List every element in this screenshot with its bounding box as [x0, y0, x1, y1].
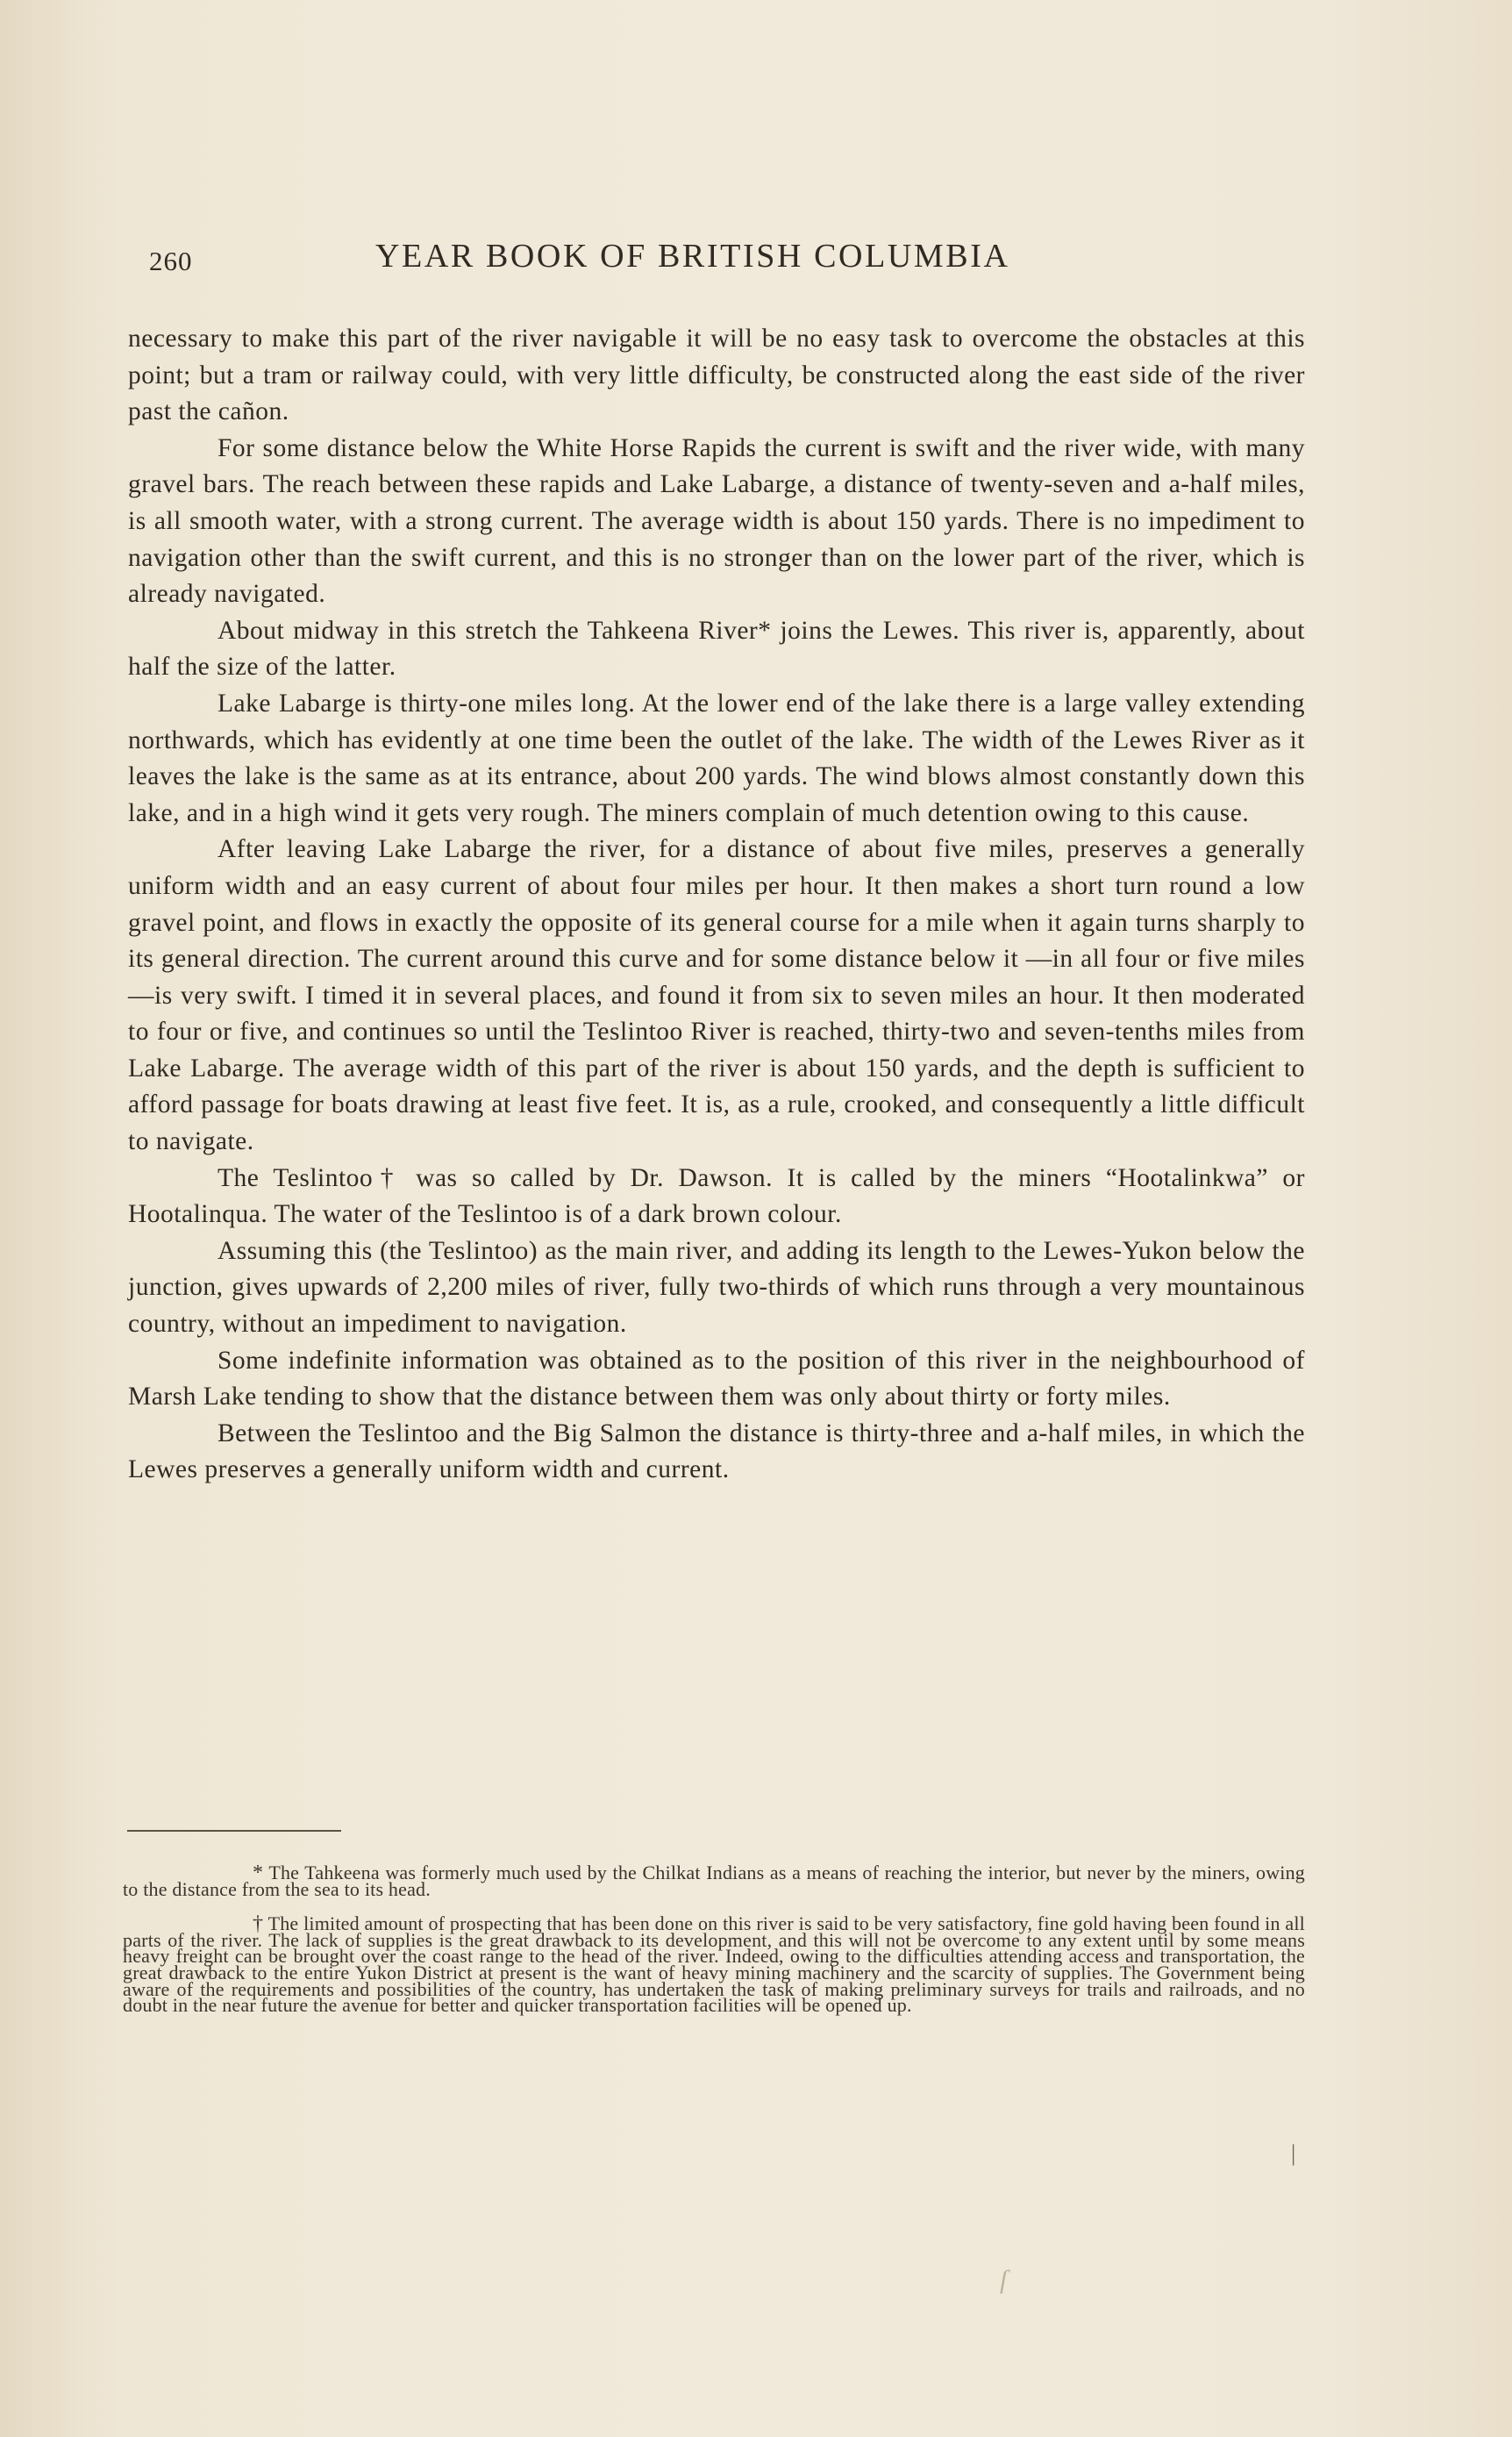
paragraph: Lake Labarge is thirty-one miles long. At the lower end of the lake there is a large valley extending northwards, which has evidently at one time been the outlet of the lake. The width of the Lewes River as it leaves the lake is the same as at its entrance, about 200 yards. The wind blows almost constantly down this lake, and in a high wind it gets very rough. The miners complain of much detention owing to this cause. — [128, 689, 1305, 827]
main-text — [128, 321, 1305, 1489]
paragraph: Some indefinite information was obtained as to the position of this river in the neighbourhood of Marsh Lake tending to show that the distance between them was only about thirty or forty miles. — [128, 1346, 1305, 1411]
paragraph: Assuming this (the Teslintoo) as the main river, and adding its length to the Lewes-Yukon below the junction, gives upwards of 2,200 miles of river, fully two-thirds of which runs through a very mountainous country, without an impediment to navigation. — [128, 1236, 1305, 1339]
footnote-divider — [127, 1830, 341, 1832]
paragraph: After leaving Lake Labarge the river, for a distance of about five miles, preserves a generally uniform width and an easy current of about four miles per hour. It then makes a short turn round a low gravel point, and flows in exactly the opposite of its general course for a mile when it again turns sharply to its general direction. The current around this curve and for some distance below it —in all four or five miles—is very swift. I timed it in several places, and found it from six to seven miles an hour. It then moderated to four or five, and continues so until the Teslintoo River is reached, thirty-two and seven-tenths miles from Lake Labarge. The average width of this part of the river is about 150 yards, and the depth is sufficient to afford passage for boats drawing at least five feet. It is, as a rule, crooked, and consequently a little difficult to navigate. — [128, 835, 1305, 1156]
footnote-marker: * — [253, 1862, 264, 1884]
footnote-text: The limited amount of prospecting that has been done on this river is said to be very satisfactory, fine gold having been found in all parts of the river. The lack of supplies is the great drawback to its development, and this will not be overcome to any extent until by some means heavy freight can be brought over the coast range to the head of the river. Indeed, owing to the difficulties attending access and transportation, the great drawback to the entire Yukon District at present is the want of heavy mining machinery and the scarcity of supplies. The Government being aware of the requirements and possibilities of the country, has undertaken the task of making preliminary surveys for trails and railroads, and no doubt in the near future the avenue for better and quicker transportation facilities will be opened up. — [123, 1912, 1305, 2017]
page-header — [130, 235, 1305, 288]
paragraph: For some distance below the White Horse Rapids the current is swift and the river wide, with many gravel bars. The reach between these rapids and Lake Labarge, a distance of twenty-seven and a-half miles, is all smooth water, with a strong current. The average width is about 150 yards. There is no impediment to navigation other than the swift current, and this is no stronger than on the lower part of the river, which is already navigated. — [128, 433, 1305, 609]
running-head-title: YEAR BOOK OF BRITISH COLUMBIA — [375, 238, 1010, 275]
paragraph: About midway in this stretch the Tahkeena River* joins the Lewes. This river is, apparently, about half the size of the latter. — [128, 616, 1305, 682]
paragraph: Between the Teslintoo and the Big Salmon the distance is thirty-three and a-half miles, in which the Lewes preserves a generally uniform width and current. — [128, 1419, 1305, 1484]
footnote-text: The Tahkeena was formerly much used by the Chilkat Indians as a means of reaching the interior, but never by the miners, owing to the distance from the sea to its head. — [123, 1862, 1305, 1900]
margin-tick-mark: | — [1291, 2140, 1296, 2166]
footnote — [123, 1912, 1305, 2017]
paragraph: The Teslintoo† was so called by Dr. Dawson. It is called by the miners “Hootalinkwa” or Hootalinqua. The water of the Teslintoo is of a dark brown colour. — [128, 1163, 1305, 1229]
footnotes — [123, 1862, 1305, 2033]
footnote — [123, 1862, 1305, 1900]
paragraph: necessary to make this part of the river navigable it will be no easy task to overcome the obstacles at this point; but a tram or railway could, with very little difficulty, be constructed along the east side of the river past the cañon. — [128, 325, 1305, 426]
footnote-marker: † — [253, 1912, 264, 1936]
page-number: 260 — [149, 246, 193, 276]
pencil-mark: ſ — [1000, 2265, 1008, 2294]
